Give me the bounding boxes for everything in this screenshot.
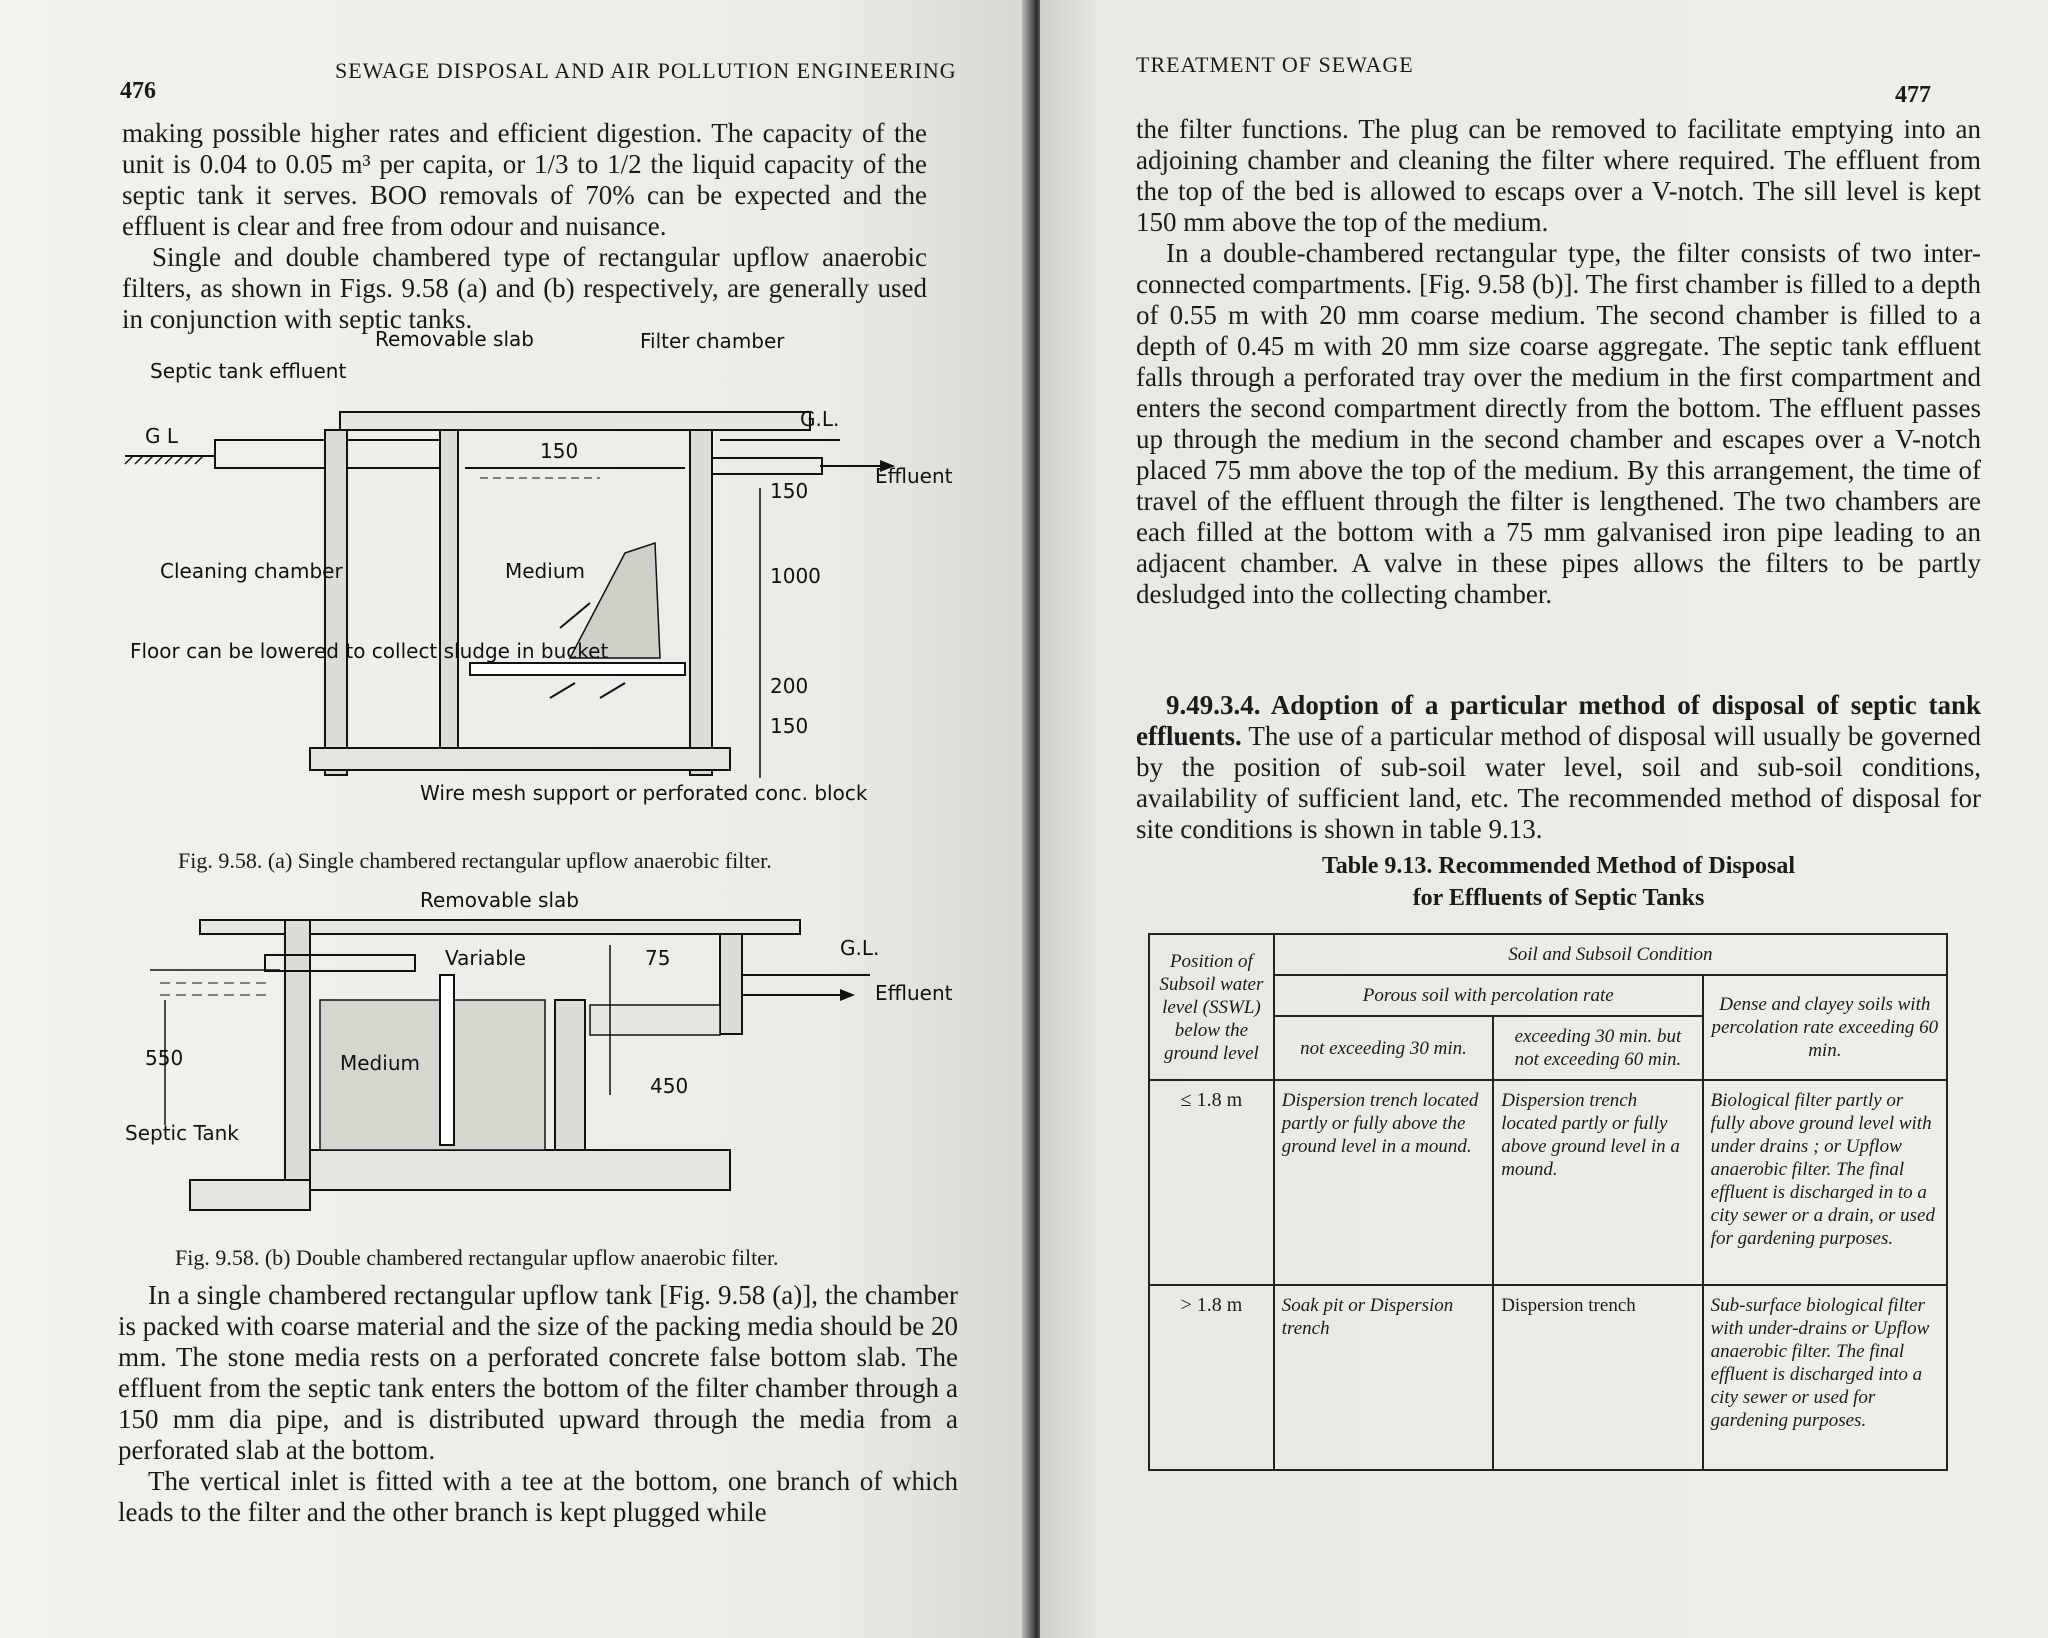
running-head-right: TREATMENT OF SEWAGE <box>1136 52 1414 77</box>
fig-b-gl-label: G.L. <box>840 936 880 960</box>
section-9-49-3-4 <box>1136 690 1981 845</box>
paragraph: The vertical inlet is fitted with a tee at the bottom, one branch of which leads to the filter and the other branch is kept plugged while <box>118 1466 958 1527</box>
page-number-right: 477 <box>1895 82 1931 108</box>
header-exceeding: exceeding 30 min. but not exceeding 60 min. <box>1493 1016 1702 1080</box>
fig-a-effluent-label: Effluent <box>875 464 953 488</box>
fig-b-dim-550: 550 <box>145 1046 184 1070</box>
fig-a-cleaning-chamber-label: Cleaning chamber <box>160 559 343 583</box>
fig-a-floor-note: Floor can be lowered to collect sludge in bucket <box>130 639 609 663</box>
table-row <box>1149 1285 1947 1470</box>
paragraph: making possible higher rates and efficient digestion. The capacity of the unit is 0.04 to 0.05 m³ per capita, or 1/3 to 1/2 the liquid capacity of the septic tank it serves. BOO removals of 70% can be expected and the effluent is clear and free from odour and nuisance. <box>122 118 927 241</box>
row-cell: Soak pit or Dispersion trench <box>1274 1285 1493 1470</box>
row-cell: Dispersion trench located partly or fully above the ground level in a mound. <box>1274 1080 1493 1285</box>
fig-a-dim-150-top: 150 <box>540 439 579 463</box>
row-cell: Dispersion trench <box>1493 1285 1702 1470</box>
table-title-line-1: Table 9.13. Recommended Method of Disposal <box>1321 853 1796 879</box>
fig-b-septic-tank-label: Septic Tank <box>125 1121 239 1145</box>
header-dense: Dense and clayey soils with percolation rate exceeding 60 min. <box>1703 975 1947 1080</box>
fig-a-caption: Fig. 9.58. (a) Single chambered rectangular upflow anaerobic filter. <box>178 848 772 873</box>
fig-b-medium-label: Medium <box>340 1051 420 1075</box>
page-number-left: 476 <box>120 78 156 104</box>
disposal-table-wrap <box>1148 933 1948 1471</box>
fig-a-wire-mesh-label: Wire mesh support or perforated conc. block <box>420 781 868 805</box>
right-page <box>1040 0 2048 1638</box>
fig-b-caption: Fig. 9.58. (b) Double chambered rectangular upflow anaerobic filter. <box>175 1245 779 1270</box>
header-position: Position of Subsoil water level (SSWL) below the ground level <box>1149 934 1274 1080</box>
figure-a <box>120 328 980 838</box>
fig-a-medium-label: Medium <box>505 559 585 583</box>
table-title <box>1136 850 1981 914</box>
fig-a-filter-chamber-label: Filter chamber <box>640 329 785 353</box>
left-bottom-text <box>118 1280 958 1528</box>
fig-a-dim-150: 150 <box>770 479 809 503</box>
fig-a-septic-tank-effluent-label: Septic tank effluent <box>150 359 347 383</box>
figure-b <box>120 885 980 1235</box>
row-cell: Dispersion trench located partly or fully above ground level in a mound. <box>1493 1080 1702 1285</box>
section-text: The use of a particular method of disposal will usually be governed by the position of sub-soil water level, soil and sub-soil conditions, availability of sufficient land, etc. The recommended method of disposal for site conditions is shown in table 9.13. <box>1136 721 1981 844</box>
left-top-text <box>122 118 927 335</box>
section-heading: 9.49.3.4. Adoption of a particular method of disposal of septic tank effluents. <box>1136 690 1981 751</box>
header-not-exceeding: not exceeding 30 min. <box>1274 1016 1493 1080</box>
table-title-line-2: for Effluents of Septic Tanks <box>1412 885 1705 911</box>
row-level: > 1.8 m <box>1149 1285 1274 1470</box>
disposal-table <box>1148 933 1948 1471</box>
running-head-left: SEWAGE DISPOSAL AND AIR POLLUTION ENGINEERING <box>335 58 957 83</box>
fig-b-removable-slab-label: Removable slab <box>420 888 579 912</box>
row-level: ≤ 1.8 m <box>1149 1080 1274 1285</box>
fig-a-gl-right-label: G.L. <box>800 407 840 431</box>
fig-b-dim-450: 450 <box>650 1074 689 1098</box>
right-top-text <box>1136 114 1981 610</box>
fig-b-variable-label: Variable <box>445 946 526 970</box>
paragraph: the filter functions. The plug can be removed to facilitate emptying into an adjoining chamber and cleaning the filter where required. The effluent from the top of the bed is allowed to escaps over a V-notch. The sill level is kept 150 mm above the top of the medium. <box>1136 114 1981 237</box>
fig-a-dim-1000: 1000 <box>770 564 821 588</box>
header-porous: Porous soil with percolation rate <box>1274 975 1703 1016</box>
row-cell: Sub-surface biological filter with under-drains or Upflow anaerobic filter. The final effluent is discharged into a city sewer or used for gardening purposes. <box>1703 1285 1947 1470</box>
fig-b-dim-75: 75 <box>645 946 671 970</box>
paragraph: Single and double chambered type of rectangular upflow anaerobic filters, as shown in Figs. 9.58 (a) and (b) respectively, are generally used in conjunction with septic tanks. <box>122 242 927 334</box>
fig-a-dim-200: 200 <box>770 674 809 698</box>
row-cell: Biological filter partly or fully above ground level with under drains ; or Upflow anaerobic filter. The final effluent is discharged in to a city sewer or a drain, or used for gardening purposes. <box>1703 1080 1947 1285</box>
table-row <box>1149 1080 1947 1285</box>
header-soil: Soil and Subsoil Condition <box>1274 934 1947 975</box>
fig-a-dim-150-bottom: 150 <box>770 714 809 738</box>
fig-a-gl-left-label: G L <box>145 424 178 448</box>
paragraph: In a single chambered rectangular upflow tank [Fig. 9.58 (a)], the chamber is packed with coarse material and the size of the packing media should be 20 mm. The stone media rests on a perforated concrete false bottom slab. The effluent from the septic tank enters the bottom of the filter chamber through a 150 mm dia pipe, and is distributed upward through the media from a perforated slab at the bottom. <box>118 1280 958 1465</box>
fig-b-effluent-label: Effluent <box>875 981 953 1005</box>
paragraph: In a double-chambered rectangular type, the filter consists of two inter-connected compartments. [Fig. 9.58 (b)]. The first chamber is filled to a depth of 0.55 m with 20 mm coarse medium. The second chamber is filled to a depth of 0.45 m with 20 mm size coarse aggregate. The septic tank effluent falls through a perforated tray over the medium in the first compartment and enters the second compartment directly from the bottom. The effluent passes up through the medium in the second chamber and escapes over a V-notch placed 75 mm above the top of the medium. By this arrangement, the time of travel of the effluent through the filter is lengthened. The two chambers are each filled at the bottom with a 75 mm galvanised iron pipe leading to an adjacent chamber. A valve in these pipes allows the filters to be partly desludged into the collecting chamber. <box>1136 238 1981 609</box>
fig-a-removable-slab-label: Removable slab <box>375 328 534 351</box>
